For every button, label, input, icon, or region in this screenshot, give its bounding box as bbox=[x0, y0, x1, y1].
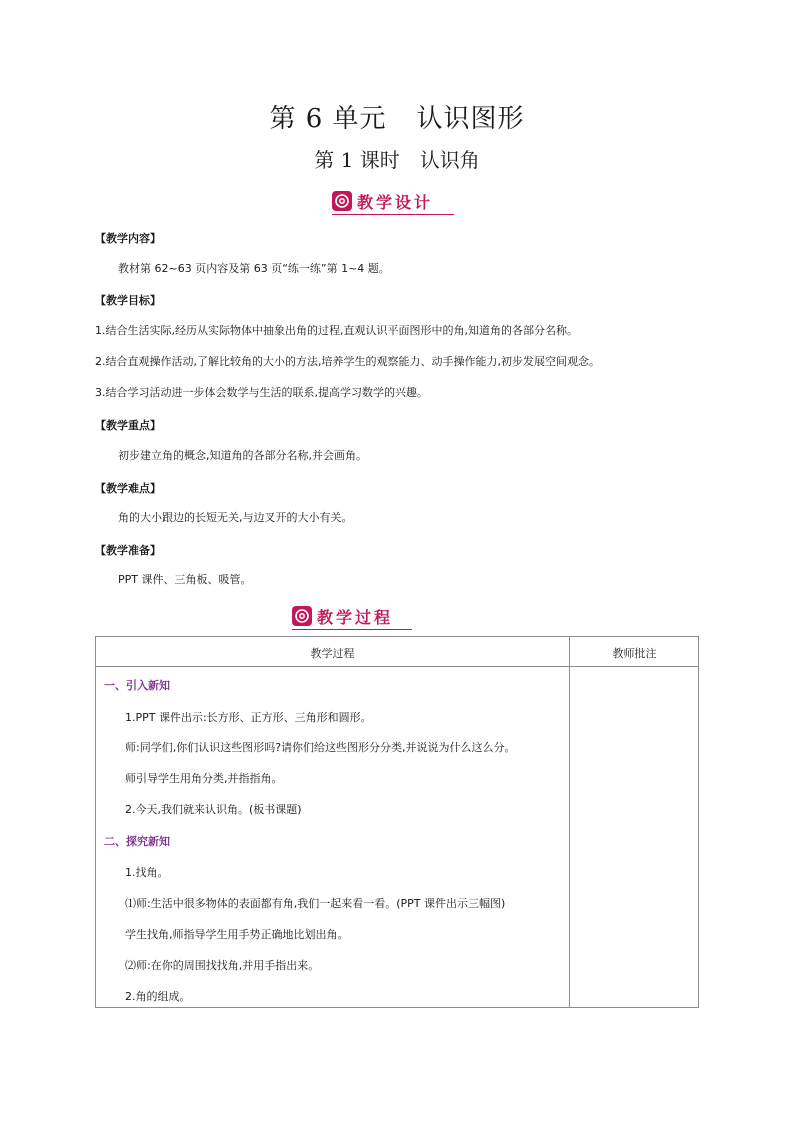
goal-item: 1.结合生活实际,经历从实际物体中抽象出角的过程,直观认识平面图形中的角,知道角的各部分名称。 bbox=[95, 324, 578, 337]
column-header-notes: 教师批注 bbox=[612, 647, 657, 660]
part1-title: 一、引入新知 bbox=[104, 679, 170, 692]
table-line: 1.找角。 bbox=[125, 866, 169, 879]
table-line: 1.PPT 课件出示:长方形、正方形、三角形和圆形。 bbox=[125, 711, 372, 724]
design-banner-label: 教学设计 bbox=[357, 192, 434, 212]
table-line: 师:同学们,你们认识这些图形吗?请你们给这些图形分分类,并说说为什么这么分。 bbox=[125, 741, 516, 754]
difficulty-heading: 【教学难点】 bbox=[95, 482, 161, 495]
content-heading: 【教学内容】 bbox=[95, 232, 161, 245]
content-text: 教材第 62~63 页内容及第 63 页“练一练”第 1~4 题。 bbox=[118, 262, 390, 275]
header-divider bbox=[96, 666, 698, 667]
swirl-icon bbox=[332, 191, 352, 211]
column-divider bbox=[569, 637, 570, 1007]
swirl-icon bbox=[292, 606, 312, 626]
process-table bbox=[95, 636, 699, 1008]
lesson-title: 第 1 课时 认识角 bbox=[314, 148, 480, 172]
banner-underline bbox=[292, 629, 412, 630]
prep-text: PPT 课件、三角板、吸管。 bbox=[118, 573, 252, 586]
table-line: ⑴师:生活中很多物体的表面都有角,我们一起来看一看。(PPT 课件出示三幅图) bbox=[125, 897, 506, 910]
table-line: 2.今天,我们就来认识角。(板书课题) bbox=[125, 803, 302, 816]
column-header-process: 教学过程 bbox=[310, 647, 355, 660]
difficulty-text: 角的大小跟边的长短无关,与边叉开的大小有关。 bbox=[118, 511, 353, 524]
process-banner-label: 教学过程 bbox=[317, 607, 394, 627]
table-line: 2.角的组成。 bbox=[125, 990, 191, 1003]
design-banner bbox=[332, 189, 450, 213]
banner-underline bbox=[332, 214, 454, 215]
goals-heading: 【教学目标】 bbox=[95, 294, 161, 307]
key-text: 初步建立角的概念,知道角的各部分名称,并会画角。 bbox=[118, 449, 367, 462]
process-banner bbox=[292, 604, 408, 628]
prep-heading: 【教学准备】 bbox=[95, 544, 161, 557]
goal-item: 2.结合直观操作活动,了解比较角的大小的方法,培养学生的观察能力、动手操作能力,初步发展空间观念。 bbox=[95, 355, 600, 368]
key-heading: 【教学重点】 bbox=[95, 419, 161, 432]
table-line: 学生找角,师指导学生用手势正确地比划出角。 bbox=[125, 928, 349, 941]
goal-item: 3.结合学习活动进一步体会数学与生活的联系,提高学习数学的兴趣。 bbox=[95, 386, 428, 399]
table-line: 师引导学生用角分类,并指指角。 bbox=[125, 772, 283, 785]
table-line: ⑵师:在你的周围找找角,并用手指出来。 bbox=[125, 959, 320, 972]
unit-title: 第 6 单元 认识图形 bbox=[269, 104, 525, 134]
part2-title: 二、探究新知 bbox=[104, 835, 170, 848]
